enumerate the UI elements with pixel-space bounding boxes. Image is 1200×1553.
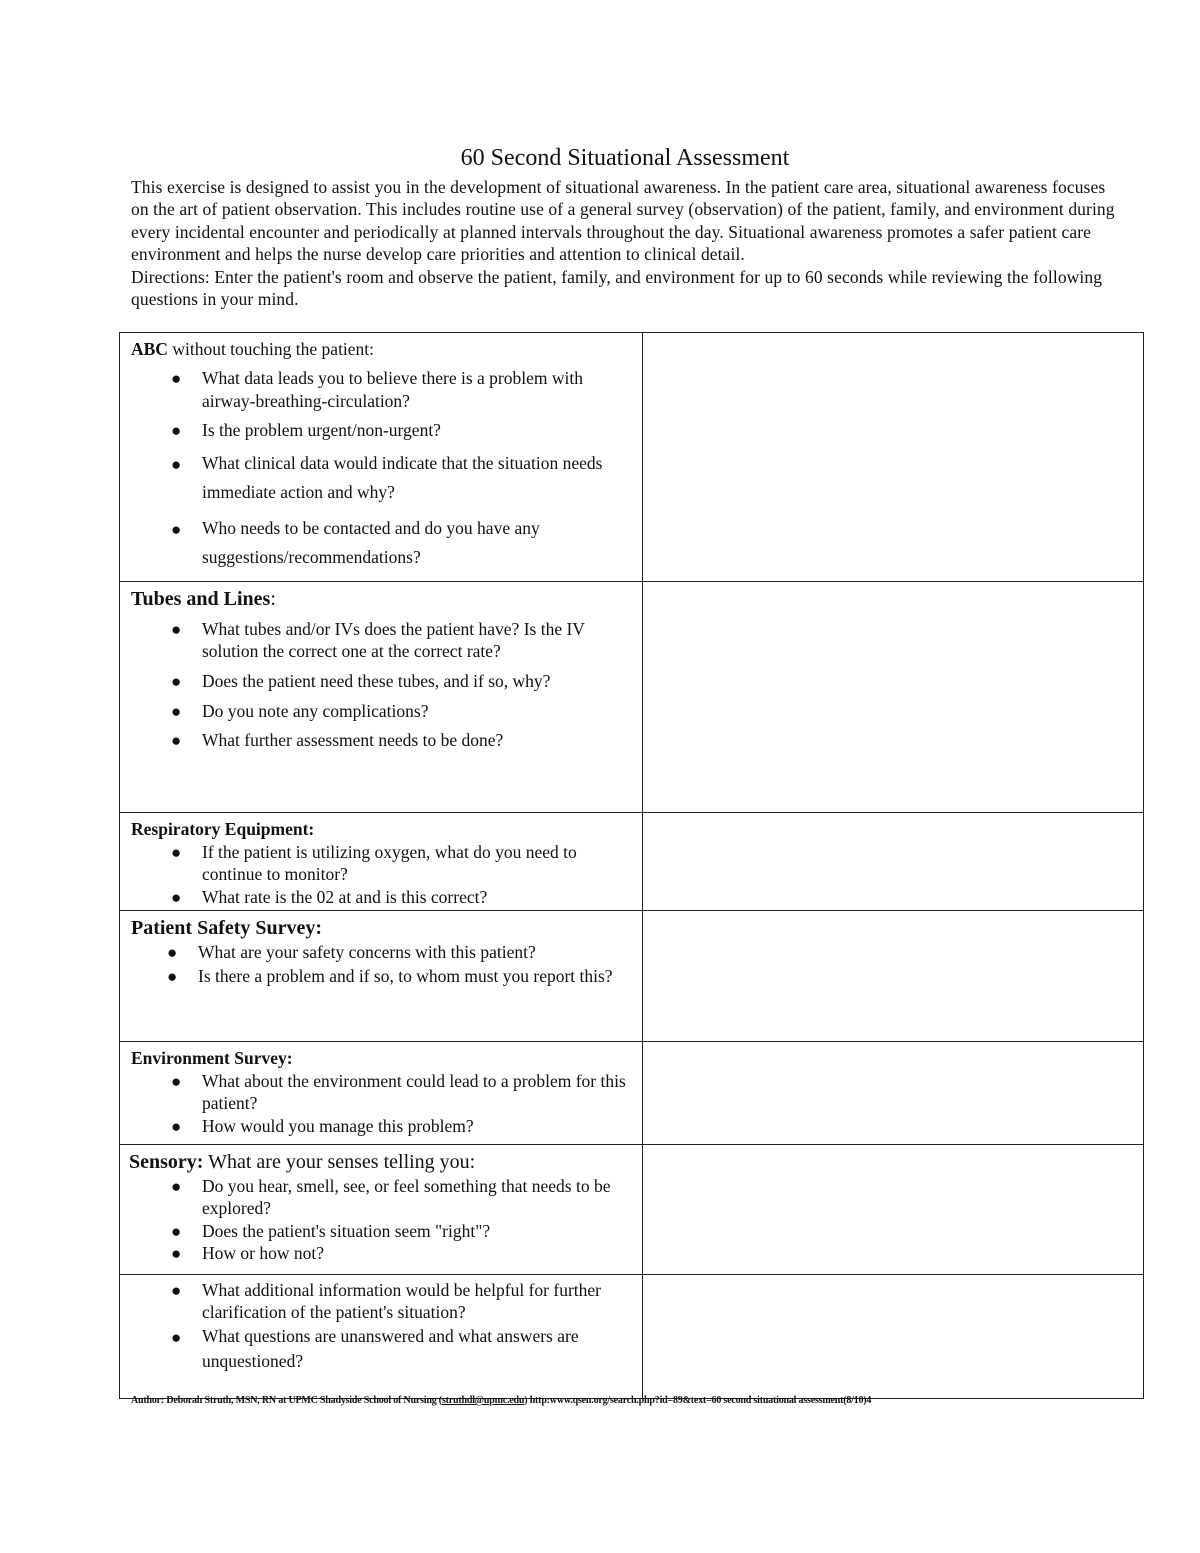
table-row	[120, 1275, 1144, 1399]
list-item: ● Does the patient need these tubes, and if so, why?	[131, 670, 636, 693]
author-email-link[interactable]: struthdl@upmc.edu	[441, 1395, 525, 1406]
section-heading-sensory: Sensory: What are your senses telling you:	[129, 1151, 476, 1173]
answer-cell-environment[interactable]	[643, 1042, 1144, 1145]
intro-block	[131, 176, 1121, 310]
bullet-icon: ●	[171, 619, 182, 639]
question-cell-environment	[120, 1042, 643, 1145]
list-item: ● What additional information would be helpful for further clarification of the patient's situation?	[171, 1280, 601, 1323]
list-item: ● What data leads you to believe there is a problem with airway-breathing-circulation?	[171, 368, 583, 411]
list-item: ● Is the problem urgent/non-urgent?	[131, 419, 636, 442]
list-item: ● Do you note any complications?	[131, 700, 636, 723]
question-cell-safety	[120, 911, 643, 1042]
question-cell-additional	[120, 1275, 643, 1399]
question-list-tubes	[131, 618, 636, 752]
section-heading-tubes: Tubes and Lines:	[131, 587, 276, 610]
question-list-respiratory	[131, 841, 636, 908]
list-item: ● How or how not?	[129, 1242, 636, 1264]
bullet-icon: ●	[171, 731, 182, 751]
list-item: ● What tubes and/or IVs does the patient have? Is the IV solution the correct one at the correct rate?	[171, 618, 585, 662]
bullet-icon: ●	[171, 519, 182, 539]
answer-cell-sensory[interactable]	[643, 1145, 1144, 1275]
intro-paragraph: This exercise is designed to assist you in the development of situational awareness. In the patient care area, situational awareness focuses on the art of patient observation. This includes routine use of a general survey (observation) of the patient, family, and environment during every incidental encounter and periodically at planned intervals throughout the day. Situational awareness promotes a safer patient care environment and helps the nurse develop care priorities and attention to clinical detail.	[131, 177, 1115, 265]
bullet-icon: ●	[171, 421, 182, 441]
directions-paragraph: Directions: Enter the patient's room and observe the patient, family, and environment for up to 60 seconds while reviewing the following questions in your mind.	[131, 266, 1103, 310]
question-list-additional	[131, 1279, 636, 1374]
page-title: 60 Second Situational Assessment	[460, 145, 790, 171]
list-item: ● What are your safety concerns with this patient?	[131, 941, 636, 963]
bullet-icon: ●	[171, 1281, 182, 1300]
table-row	[120, 333, 1144, 582]
bullet-icon: ●	[171, 1244, 182, 1264]
list-item: ● What clinical data would indicate that the situation needs immediate action and why?	[131, 449, 636, 507]
bullet-icon: ●	[171, 1221, 182, 1241]
bullet-icon: ●	[167, 943, 178, 962]
answer-cell-safety[interactable]	[643, 911, 1144, 1042]
bullet-icon: ●	[171, 454, 182, 474]
question-list-sensory	[129, 1175, 636, 1265]
bullet-icon: ●	[171, 1116, 182, 1136]
question-cell-respiratory	[120, 812, 643, 910]
answer-cell-additional[interactable]	[643, 1275, 1144, 1399]
question-list-abc	[131, 367, 636, 572]
bullet-icon: ●	[171, 369, 182, 388]
bullet-icon: ●	[171, 1327, 182, 1347]
question-list-environment	[131, 1070, 636, 1137]
bullet-icon: ●	[171, 1072, 182, 1091]
author-footer: Author: Deborah Struth, MSN, RN at UPMC Shadyside School of Nursing (struthdl@upmc.edu) http:www.qsen.org/search.php?id=89&text=60 second situational assessment(8/10)4	[131, 1395, 872, 1406]
table-row	[120, 812, 1144, 910]
table-row	[120, 911, 1144, 1042]
answer-cell-respiratory[interactable]	[643, 812, 1144, 910]
list-item: ● Is there a problem and if so, to whom must you report this?	[131, 963, 636, 989]
bullet-icon: ●	[171, 701, 182, 721]
section-heading-abc: ABC without touching the patient:	[131, 339, 375, 359]
table-row	[120, 1145, 1144, 1275]
bullet-icon: ●	[167, 967, 178, 987]
list-item: ● If the patient is utilizing oxygen, what do you need to continue to monitor?	[171, 841, 577, 885]
list-item: ● How would you manage this problem?	[131, 1115, 636, 1137]
section-heading-environment: Environment Survey:	[131, 1048, 293, 1068]
answer-cell-abc[interactable]	[643, 333, 1144, 582]
question-cell-abc	[120, 333, 643, 582]
bullet-icon: ●	[171, 1177, 182, 1196]
table-row	[120, 581, 1144, 812]
answer-cell-tubes[interactable]	[643, 581, 1144, 812]
section-heading-respiratory: Respiratory Equipment:	[131, 818, 315, 839]
question-cell-sensory	[120, 1145, 643, 1275]
list-item: ● Who needs to be contacted and do you have any suggestions/recommendations?	[131, 514, 636, 572]
section-heading-safety: Patient Safety Survey:	[131, 917, 323, 939]
bullet-icon: ●	[171, 887, 182, 907]
table-row	[120, 1042, 1144, 1145]
question-list-safety	[131, 941, 636, 989]
list-item: ● What about the environment could lead to a problem for this patient?	[171, 1071, 626, 1114]
list-item: ● What further assessment needs to be done?	[131, 729, 636, 752]
question-cell-tubes	[120, 581, 643, 812]
bullet-icon: ●	[171, 671, 182, 691]
list-item: ● What rate is the 02 at and is this correct?	[131, 886, 636, 908]
list-item: ● Does the patient's situation seem "right"?	[129, 1220, 636, 1242]
list-item: ● What questions are unanswered and what answers are unquestioned?	[171, 1325, 579, 1371]
list-item: ● Do you hear, smell, see, or feel something that needs to be explored?	[171, 1176, 611, 1219]
bullet-icon: ●	[171, 842, 182, 862]
assessment-table	[119, 332, 1144, 1399]
